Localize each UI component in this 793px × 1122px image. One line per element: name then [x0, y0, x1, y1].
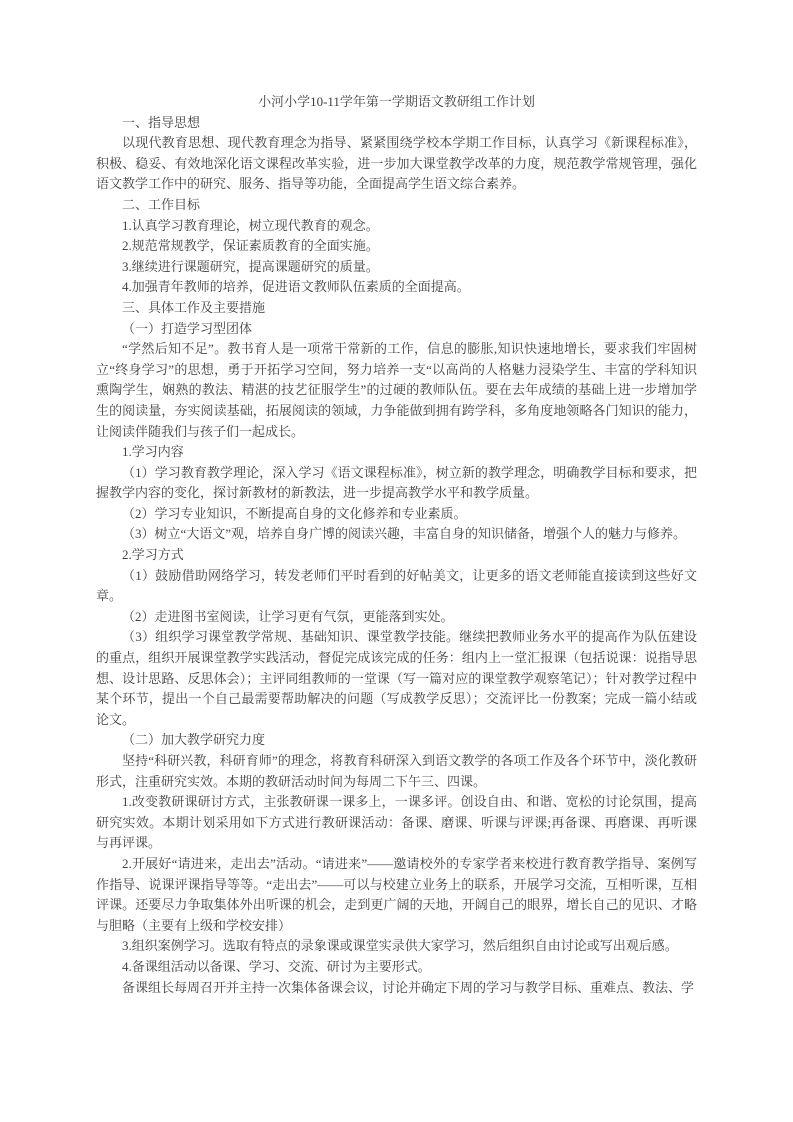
paragraph-5: 2.规范常规教学，保证素质教育的全面实施。 [122, 238, 379, 254]
paragraph-4: 1.认真学习教育理论，树立现代教育的观念。 [122, 217, 379, 233]
paragraph-15: 2.学习方式 [122, 547, 184, 563]
paragraph-25: 备课组长每周召开并主持一次集体备课会议，讨论并确定下周的学习与教学目标、重难点、教法、学 [122, 979, 695, 995]
paragraph-12: （1）学习教育教学理论，深入学习《语文课程标准》，树立新的教学理念，明确教学目标和要求，把握教学内容的变化，探讨新教材的新教法，进一步提高教学水平和教学质量。 [96, 464, 697, 501]
paragraph-23: 3.组织案例学习。选取有特点的录象课或课堂实录供大家学习，然后组织自由讨论或写出观后感。 [122, 938, 678, 954]
paragraph-3: 二、工作目标 [122, 196, 201, 212]
document-body [96, 113, 697, 999]
paragraph-22: 2.开展好“请进来，走出去”活动。“请进来”——邀请校外的专家学者来校进行教育教学指导、案例写作指导、说课评课指导等等。“走出去”——可以与校建立业务上的联系，开展学习交流，互相听课，互相评课。还要尽力争取集体外出听课的机会，走到更广阔的天地，开阔自己的眼界，增长自己的见识、才略与胆略（主要有上级和学校安排） [96, 855, 697, 933]
paragraph-11: 1.学习内容 [122, 444, 184, 460]
paragraph-9: （一）打造学习型团体 [122, 320, 253, 336]
paragraph-2: 以现代教育思想、现代教育理念为指导、紧紧围绕学校本学期工作目标，认真学习《新课程标准》，积极、稳妥、有效地深化语文课程改革实验，进一步加大课堂教学改革的力度，规范教学常规管理，强化语文教学工作中的研究、服务、指导等功能，全面提高学生语文综合素养。 [96, 135, 697, 192]
paragraph-8: 三、具体工作及主要措施 [122, 299, 266, 315]
paragraph-16: （1）鼓励借助网络学习，转发老师们平时看到的好帖美文，让更多的语文老师能直接读到这些好文章。 [96, 567, 697, 604]
paragraph-17: （2）走进图书室阅读，让学习更有气氛，更能落到实处。 [122, 608, 454, 624]
paragraph-1: 一、指导思想 [122, 114, 201, 130]
paragraph-6: 3.继续进行课题研究，提高课题研究的质量。 [122, 258, 379, 274]
paragraph-7: 4.加强青年教师的培养，促进语文教师队伍素质的全面提高。 [122, 279, 470, 295]
paragraph-14: （3）树立“大语文”观，培养自身广博的阅读兴趣，丰富自身的知识储备，增强个人的魅力与修养。 [122, 526, 687, 542]
paragraph-10: “学然后知不足”。教书育人是一项常干常新的工作，信息的膨胀,知识快速地增长，要求我们牢固树立“终身学习”的思想，勇于开拓学习空间，努力培养一支“以高尚的人格魅力浸染学生、丰富的学科知识熏陶学生，娴熟的教法、精湛的技艺征服学生”的过硬的教师队伍。要在去年成绩的基础上进一步增加学生的阅读量，夯实阅读基础，拓展阅读的领域，力争能做到拥有跨学科，多角度地领略各门知识的能力，让阅读伴随我们与孩子们一起成长。 [96, 341, 697, 439]
paragraph-21: 1.改变教研课研讨方式，主张教研课一课多上，一课多评。创设自由、和谐、宽松的讨论氛围，提高研究实效。本期计划采用如下方式进行教研课活动：备课、磨课、听课与评课;再备课、再磨课、再听课与再评课。 [96, 794, 697, 851]
paragraph-13: （2）学习专业知识，不断提高自身的文化修养和专业素质。 [122, 505, 467, 521]
paragraph-24: 4.备课组活动以备课、学习、交流、研讨为主要形式。 [122, 958, 431, 974]
paragraph-18: （3）组织学习课堂教学常规、基础知识、课堂教学技能。继续把教师业务水平的提高作为队伍建设的重点，组织开展课堂教学实践活动，督促完成该完成的任务：组内上一堂汇报课（包括说课：说指导思想、设计思路、反思体会）；主评同组教师的一堂课（写一篇对应的课堂教学观察笔记）；针对教学过程中某个环节，提出一个自己最需要帮助解决的问题（写成教学反思）；交流评比一份教案；完成一篇小结或论文。 [96, 629, 697, 727]
document-title: 小河小学10-11学年第一学期语文教研组工作计划 [258, 94, 535, 109]
paragraph-19: （二）加大教学研究力度 [122, 732, 266, 748]
paragraph-20: 坚持“科研兴教，科研育师”的理念，将教育科研深入到语文教学的各项工作及各个环节中，淡化教研形式，注重研究实效。本期的教研活动时间为每周二下午三、四课。 [96, 753, 697, 789]
